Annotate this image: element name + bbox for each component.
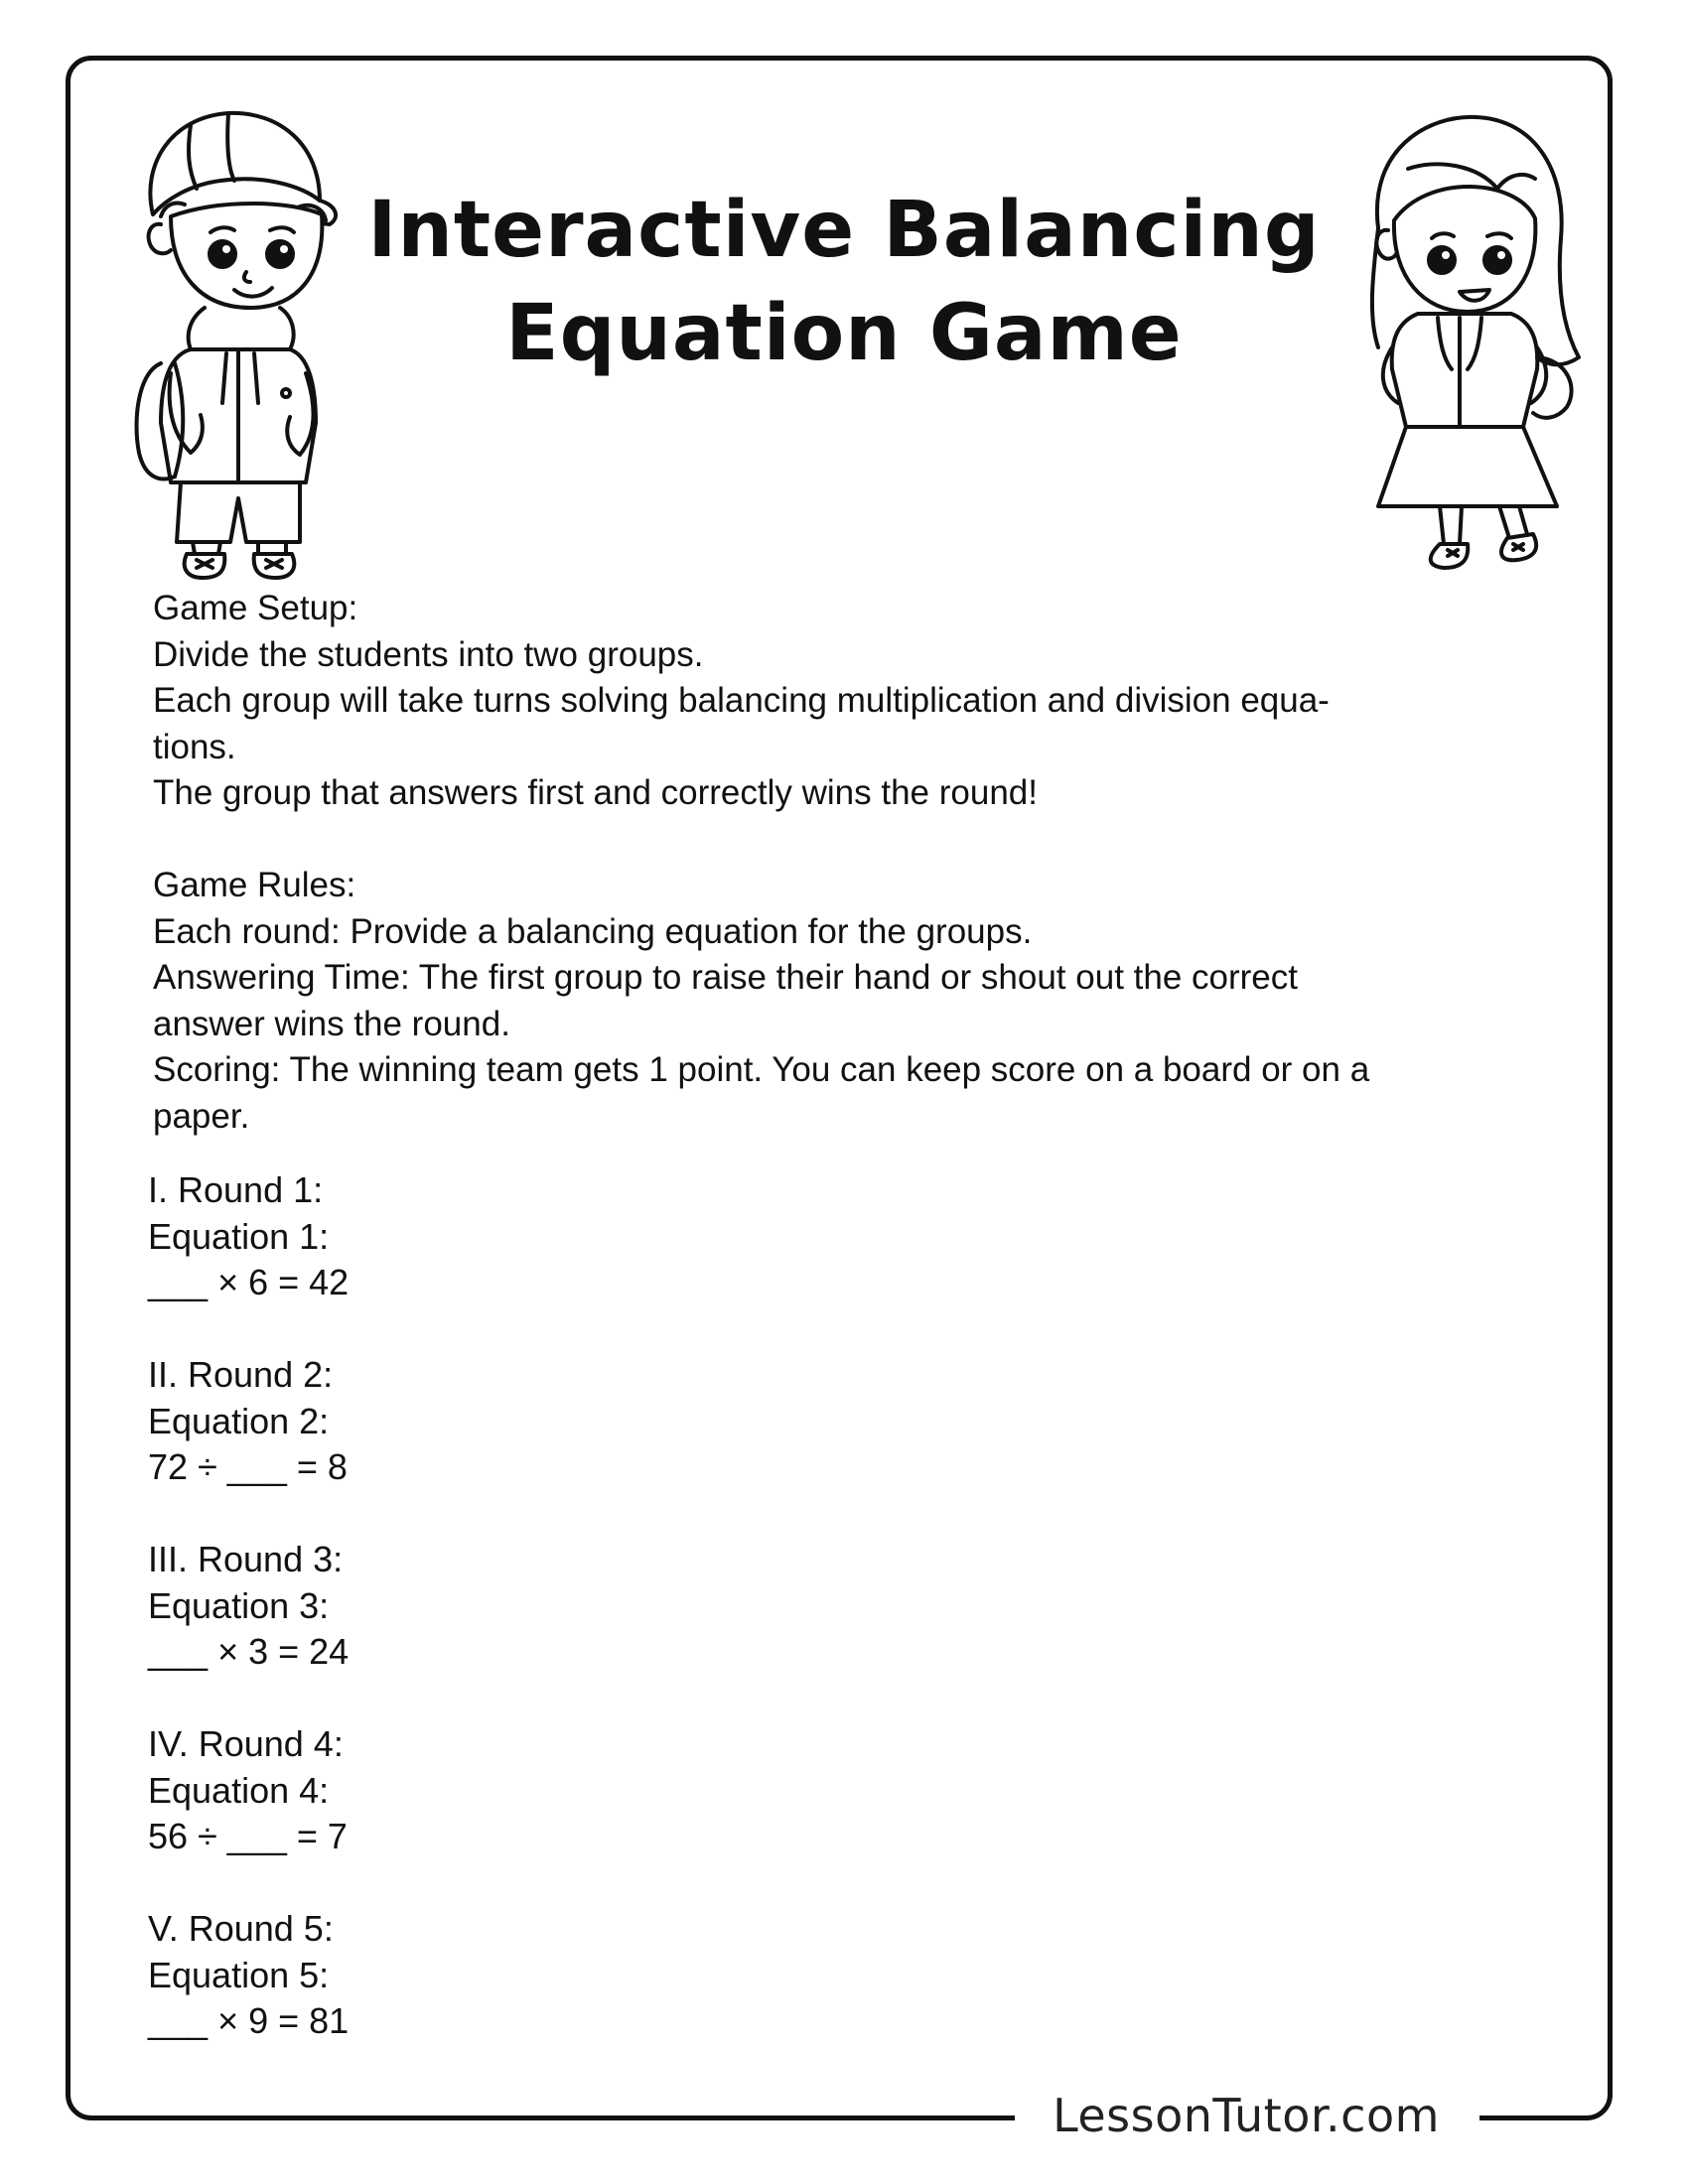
round-heading: V. Round 5:	[148, 1908, 334, 1949]
round-heading: IV. Round 4:	[148, 1723, 344, 1764]
rules-line: Answering Time: The first group to raise their hand or shout out the correct	[153, 958, 1298, 997]
round-item	[148, 1167, 1042, 1306]
equation-text: ___ × 6 = 42	[148, 1262, 350, 1302]
setup-line: The group that answers first and correctly wins the round!	[153, 773, 1038, 812]
boy-with-backpack-illustration	[131, 105, 348, 582]
equation-label: Equation 1:	[148, 1215, 330, 1257]
setup-line: Divide the students into two groups.	[153, 634, 704, 674]
girl-with-backpack-illustration	[1348, 109, 1587, 576]
setup-heading: Game Setup:	[153, 589, 358, 627]
rules-line: paper.	[153, 1096, 250, 1136]
round-item	[148, 1721, 1042, 1860]
round-item	[148, 1537, 1042, 1676]
rules-line: Scoring: The winning team gets 1 point. You can keep score on a board or on a	[153, 1050, 1370, 1089]
section-spacer	[153, 817, 1543, 864]
round-item	[148, 1906, 1042, 2045]
setup-line: Each group will take turns solving balancing multiplication and division equa-	[153, 681, 1330, 720]
equation-text: ___ × 9 = 81	[148, 2000, 350, 2041]
round-item	[148, 1352, 1042, 1491]
instructions	[153, 586, 1543, 1140]
equation-text: 72 ÷ ___ = 8	[148, 1446, 348, 1487]
equation-text: 56 ÷ ___ = 7	[148, 1816, 348, 1856]
title-line-1: Interactive Balancing	[367, 186, 1321, 275]
equation-label: Equation 3:	[148, 1584, 330, 1626]
equation-text: ___ × 3 = 24	[148, 1631, 350, 1672]
page-title	[338, 179, 1350, 385]
setup-line: tions.	[153, 727, 236, 766]
rounds-list	[148, 1167, 1042, 2091]
round-heading: III. Round 3:	[148, 1539, 344, 1579]
rules-line: answer wins the round.	[153, 1004, 510, 1043]
round-heading: I. Round 1:	[148, 1169, 324, 1210]
rules-heading: Game Rules:	[153, 866, 356, 904]
footer-brand: LessonTutor.com	[1053, 2089, 1440, 2142]
equation-label: Equation 2:	[148, 1400, 330, 1441]
equation-label: Equation 5:	[148, 1954, 330, 1995]
title-line-2: Equation Game	[505, 289, 1183, 378]
rules-line: Each round: Provide a balancing equation for the groups.	[153, 911, 1033, 951]
round-heading: II. Round 2:	[148, 1354, 334, 1395]
equation-label: Equation 4:	[148, 1769, 330, 1811]
